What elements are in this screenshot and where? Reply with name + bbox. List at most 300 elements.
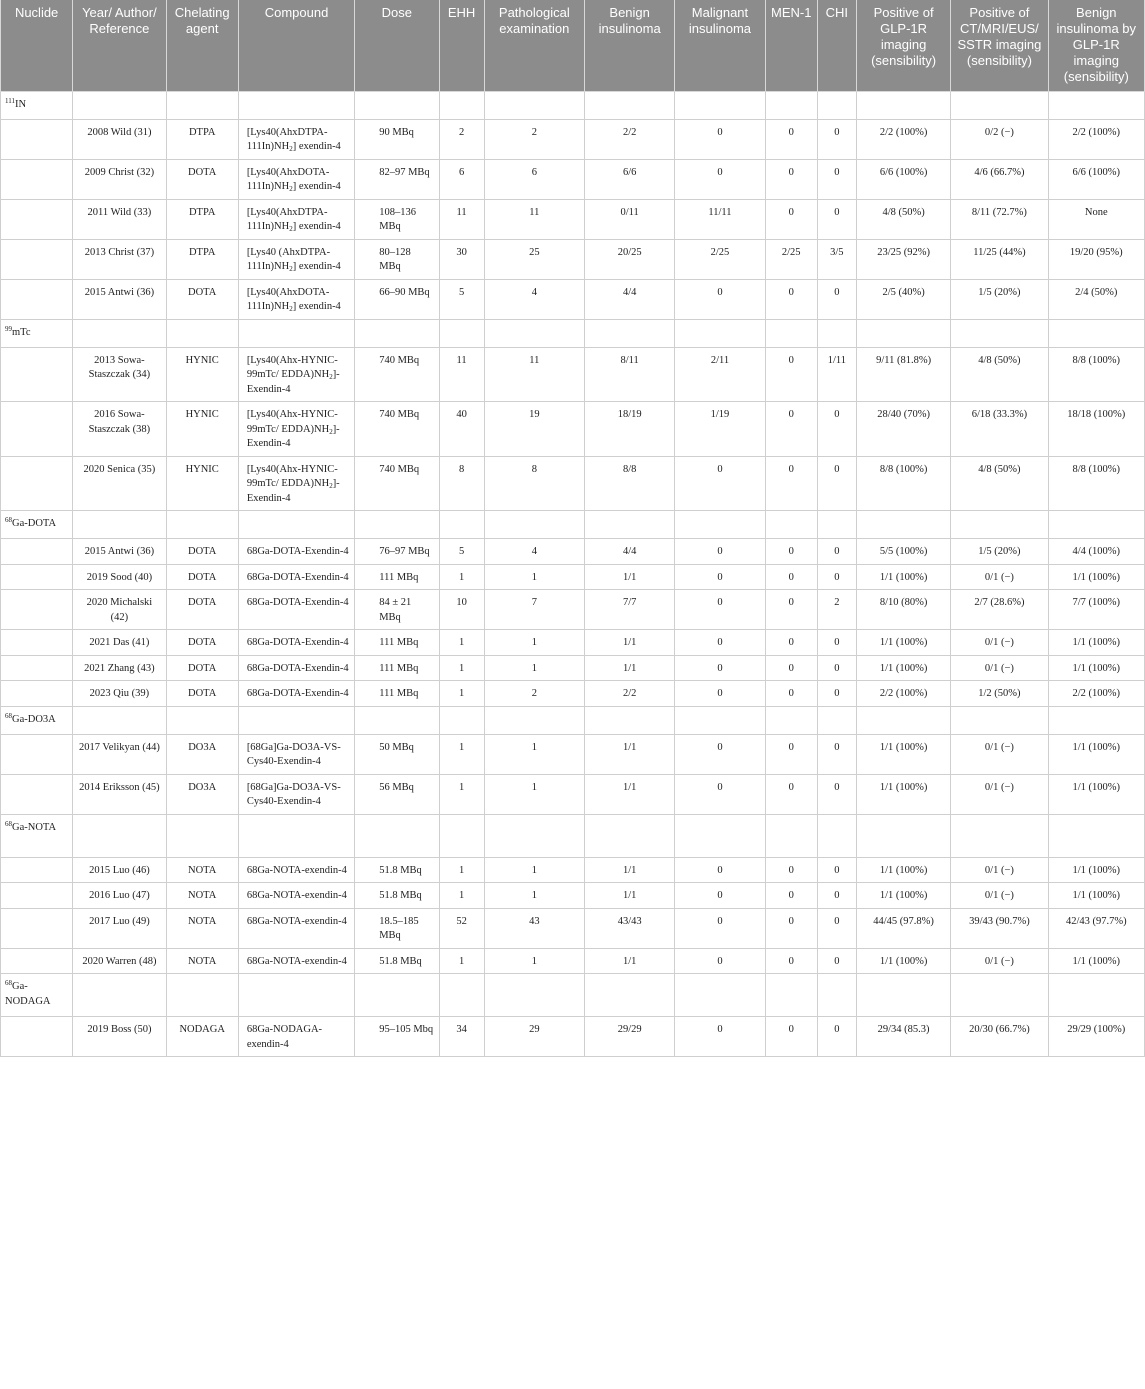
glp1r-positive-cell: 28/40 (70%) xyxy=(856,402,950,457)
nuclide-name: Ga-NOTA xyxy=(12,821,57,833)
compound-cell xyxy=(238,857,354,883)
pathological-cell: 4 xyxy=(484,539,584,565)
ct-positive-cell: 1/2 (50%) xyxy=(951,681,1048,707)
pathological-cell: 2 xyxy=(484,681,584,707)
ehh-cell: 34 xyxy=(439,1017,484,1057)
table-row xyxy=(1,883,1145,909)
compound-cell xyxy=(238,630,354,656)
ct-positive-cell: 0/1 (−) xyxy=(951,630,1048,656)
reference-cell: 2017 Luo (49) xyxy=(73,908,166,948)
empty-cell xyxy=(1,1017,73,1057)
benign-cell: 2/2 xyxy=(585,681,675,707)
empty-cell xyxy=(439,974,484,1017)
compound-cell xyxy=(238,279,354,319)
dose-cell: 51.8 MBq xyxy=(355,883,439,909)
empty-cell xyxy=(1048,974,1144,1017)
reference-cell: 2015 Antwi (36) xyxy=(73,279,166,319)
reference-cell: 2019 Boss (50) xyxy=(73,1017,166,1057)
compound-text: 68Ga-DOTA-Exendin-4 xyxy=(246,546,349,557)
compound-text: [68Ga]Ga-DO3A-VS-Cys40-Exendin-4 xyxy=(246,781,341,807)
empty-cell xyxy=(238,706,354,734)
ct-positive-cell: 0/1 (−) xyxy=(951,948,1048,974)
reference-cell: 2009 Christ (32) xyxy=(73,159,166,199)
malignant-cell: 0 xyxy=(675,119,765,159)
compound-text-suffix: ]-Exendin-4 xyxy=(246,478,340,504)
nuclide-mass-number: 68 xyxy=(5,516,12,524)
nuclide-name: Ga-DOTA xyxy=(12,518,57,529)
malignant-cell: 0 xyxy=(675,681,765,707)
glp1r-positive-cell: 1/1 (100%) xyxy=(856,857,950,883)
empty-cell xyxy=(484,319,584,347)
nuclide-mass-number: 68 xyxy=(5,819,12,828)
chi-cell: 0 xyxy=(817,279,856,319)
benign-glp1r-cell: 8/8 (100%) xyxy=(1048,456,1144,511)
men1-cell: 0 xyxy=(765,159,817,199)
chelator-cell: HYNIC xyxy=(166,402,238,457)
pathological-cell: 6 xyxy=(484,159,584,199)
malignant-cell: 0 xyxy=(675,948,765,974)
reference-cell: 2023 Qiu (39) xyxy=(73,681,166,707)
empty-cell xyxy=(856,814,950,857)
compound-text: 68Ga-DOTA-Exendin-4 xyxy=(246,597,349,608)
table-body xyxy=(1,91,1145,1057)
benign-cell: 29/29 xyxy=(585,1017,675,1057)
nuclide-group-row xyxy=(1,974,1145,1017)
compound-cell xyxy=(238,681,354,707)
empty-cell xyxy=(1,948,73,974)
chelator-cell: DOTA xyxy=(166,681,238,707)
men1-cell: 0 xyxy=(765,734,817,774)
men1-cell: 0 xyxy=(765,655,817,681)
ehh-cell: 40 xyxy=(439,402,484,457)
chi-cell: 0 xyxy=(817,734,856,774)
chelator-cell: DOTA xyxy=(166,279,238,319)
compound-text-suffix: ]-Exendin-4 xyxy=(246,369,340,395)
chelator-cell: HYNIC xyxy=(166,347,238,402)
header-glp1r-positive: Positive of GLP-1R imaging (sensibility) xyxy=(856,0,950,91)
empty-cell xyxy=(238,91,354,119)
empty-cell xyxy=(484,974,584,1017)
pathological-cell: 1 xyxy=(484,734,584,774)
dose-cell: 740 MBq xyxy=(355,402,439,457)
compound-cell xyxy=(238,159,354,199)
compound-text: [Lys40(Ahx-HYNIC-99mTc/ EDDA)NH xyxy=(246,463,338,489)
malignant-cell: 0 xyxy=(675,1017,765,1057)
empty-cell xyxy=(1,734,73,774)
empty-cell xyxy=(1,119,73,159)
empty-cell xyxy=(1048,319,1144,347)
table-row xyxy=(1,734,1145,774)
compound-cell xyxy=(238,539,354,565)
benign-glp1r-cell: 1/1 (100%) xyxy=(1048,948,1144,974)
men1-cell: 0 xyxy=(765,681,817,707)
ehh-cell: 5 xyxy=(439,539,484,565)
nuclide-label xyxy=(1,319,73,347)
compound-subscript: 2 xyxy=(289,145,293,153)
empty-cell xyxy=(951,706,1048,734)
table-row xyxy=(1,159,1145,199)
ehh-cell: 10 xyxy=(439,590,484,630)
nuclide-mass-number: 99 xyxy=(5,324,12,333)
malignant-cell: 0 xyxy=(675,908,765,948)
compound-subscript: 2 xyxy=(329,373,333,381)
compound-text-suffix: ] exendin-4 xyxy=(292,301,341,312)
benign-glp1r-cell: 2/4 (50%) xyxy=(1048,279,1144,319)
table-row xyxy=(1,239,1145,279)
empty-cell xyxy=(856,706,950,734)
compound-text: [Lys40 (AhxDTPA-111In)NH xyxy=(246,246,331,272)
malignant-cell: 1/19 xyxy=(675,402,765,457)
dose-cell: 90 MBq xyxy=(355,119,439,159)
glp1r-positive-cell: 4/8 (50%) xyxy=(856,199,950,239)
chi-cell: 0 xyxy=(817,159,856,199)
ehh-cell: 11 xyxy=(439,347,484,402)
reference-cell: 2014 Eriksson (45) xyxy=(73,774,166,814)
empty-cell xyxy=(675,814,765,857)
empty-cell xyxy=(439,319,484,347)
glp1r-positive-cell: 2/2 (100%) xyxy=(856,681,950,707)
empty-cell xyxy=(238,319,354,347)
chi-cell: 0 xyxy=(817,630,856,656)
ct-positive-cell: 11/25 (44%) xyxy=(951,239,1048,279)
nuclide-group-row xyxy=(1,91,1145,119)
header-benign-insulinoma: Benign insulinoma xyxy=(585,0,675,91)
reference-cell: 2019 Sood (40) xyxy=(73,564,166,590)
compound-text: 68Ga-DOTA-Exendin-4 xyxy=(246,662,349,674)
ehh-cell: 1 xyxy=(439,630,484,656)
men1-cell: 0 xyxy=(765,630,817,656)
benign-glp1r-cell: 42/43 (97.7%) xyxy=(1048,908,1144,948)
ehh-cell: 1 xyxy=(439,681,484,707)
chelator-cell: DOTA xyxy=(166,159,238,199)
benign-cell: 1/1 xyxy=(585,883,675,909)
table-row xyxy=(1,948,1145,974)
malignant-cell: 2/25 xyxy=(675,239,765,279)
glp1r-positive-cell: 1/1 (100%) xyxy=(856,774,950,814)
empty-cell xyxy=(1,655,73,681)
compound-cell xyxy=(238,199,354,239)
empty-cell xyxy=(1,681,73,707)
empty-cell xyxy=(439,706,484,734)
empty-cell xyxy=(166,814,238,857)
ct-positive-cell: 6/18 (33.3%) xyxy=(951,402,1048,457)
dose-cell: 95–105 Mbq xyxy=(355,1017,439,1057)
nuclide-label xyxy=(1,91,73,119)
ct-positive-cell: 20/30 (66.7%) xyxy=(951,1017,1048,1057)
compound-text-suffix: ] exendin-4 xyxy=(292,221,341,232)
chelator-cell: NOTA xyxy=(166,948,238,974)
chi-cell: 0 xyxy=(817,908,856,948)
benign-glp1r-cell: None xyxy=(1048,199,1144,239)
benign-glp1r-cell: 1/1 (100%) xyxy=(1048,734,1144,774)
benign-cell: 1/1 xyxy=(585,564,675,590)
empty-cell xyxy=(1,883,73,909)
table-row xyxy=(1,119,1145,159)
header-ct-mri-positive: Positive of CT/MRI/EUS/ SSTR imaging (sensibility) xyxy=(951,0,1048,91)
compound-text-suffix: ] exendin-4 xyxy=(292,261,341,272)
empty-cell xyxy=(1048,706,1144,734)
glp1r-positive-cell: 9/11 (81.8%) xyxy=(856,347,950,402)
benign-cell: 8/11 xyxy=(585,347,675,402)
header-chelating-agent: Chelating agent xyxy=(166,0,238,91)
benign-cell: 0/11 xyxy=(585,199,675,239)
compound-text-suffix: ] exendin-4 xyxy=(292,141,341,152)
pathological-cell: 25 xyxy=(484,239,584,279)
dose-cell: 56 MBq xyxy=(355,774,439,814)
ehh-cell: 1 xyxy=(439,857,484,883)
reference-cell: 2013 Sowa-Staszczak (34) xyxy=(73,347,166,402)
benign-glp1r-cell: 19/20 (95%) xyxy=(1048,239,1144,279)
reference-cell: 2017 Velikyan (44) xyxy=(73,734,166,774)
men1-cell: 0 xyxy=(765,119,817,159)
glp1r-positive-cell: 1/1 (100%) xyxy=(856,564,950,590)
benign-cell: 1/1 xyxy=(585,774,675,814)
compound-cell xyxy=(238,908,354,948)
ehh-cell: 5 xyxy=(439,279,484,319)
men1-cell: 0 xyxy=(765,564,817,590)
ehh-cell: 6 xyxy=(439,159,484,199)
empty-cell xyxy=(166,511,238,539)
men1-cell: 0 xyxy=(765,347,817,402)
chelator-cell: NOTA xyxy=(166,883,238,909)
ct-positive-cell: 0/1 (−) xyxy=(951,734,1048,774)
chelator-cell: DTPA xyxy=(166,239,238,279)
empty-cell xyxy=(166,974,238,1017)
benign-cell: 1/1 xyxy=(585,857,675,883)
empty-cell xyxy=(73,974,166,1017)
pathological-cell: 1 xyxy=(484,948,584,974)
compound-text: 68Ga-NODAGA-exendin-4 xyxy=(246,1024,323,1050)
empty-cell xyxy=(355,814,439,857)
table-row xyxy=(1,590,1145,630)
reference-cell: 2011 Wild (33) xyxy=(73,199,166,239)
empty-cell xyxy=(856,511,950,539)
compound-text: 68Ga-NOTA-exendin-4 xyxy=(246,955,347,967)
men1-cell: 0 xyxy=(765,908,817,948)
dose-cell: 80–128 MBq xyxy=(355,239,439,279)
chelator-cell: HYNIC xyxy=(166,456,238,511)
empty-cell xyxy=(817,511,856,539)
benign-cell: 4/4 xyxy=(585,539,675,565)
pathological-cell: 11 xyxy=(484,199,584,239)
reference-cell: 2016 Sowa-Staszczak (38) xyxy=(73,402,166,457)
pathological-cell: 1 xyxy=(484,655,584,681)
empty-cell xyxy=(675,319,765,347)
pathological-cell: 11 xyxy=(484,347,584,402)
ct-positive-cell: 0/1 (−) xyxy=(951,774,1048,814)
header-reference: Year/ Author/ Reference xyxy=(73,0,166,91)
malignant-cell: 0 xyxy=(675,159,765,199)
empty-cell xyxy=(585,91,675,119)
empty-cell xyxy=(1,279,73,319)
empty-cell xyxy=(585,511,675,539)
empty-cell xyxy=(166,91,238,119)
compound-cell xyxy=(238,948,354,974)
chi-cell: 0 xyxy=(817,774,856,814)
nuclide-name: mTc xyxy=(12,326,31,338)
chelator-cell: NOTA xyxy=(166,908,238,948)
empty-cell xyxy=(166,706,238,734)
compound-text: 68Ga-DOTA-Exendin-4 xyxy=(246,637,349,648)
header-dose: Dose xyxy=(355,0,439,91)
men1-cell: 0 xyxy=(765,590,817,630)
malignant-cell: 0 xyxy=(675,857,765,883)
table-row xyxy=(1,681,1145,707)
dose-cell: 740 MBq xyxy=(355,456,439,511)
chelator-cell: DOTA xyxy=(166,630,238,656)
benign-glp1r-cell: 4/4 (100%) xyxy=(1048,539,1144,565)
chi-cell: 0 xyxy=(817,948,856,974)
chelator-cell: DTPA xyxy=(166,199,238,239)
chi-cell: 3/5 xyxy=(817,239,856,279)
empty-cell xyxy=(439,814,484,857)
men1-cell: 0 xyxy=(765,948,817,974)
reference-cell: 2016 Luo (47) xyxy=(73,883,166,909)
men1-cell: 2/25 xyxy=(765,239,817,279)
chi-cell: 0 xyxy=(817,564,856,590)
empty-cell xyxy=(856,91,950,119)
empty-cell xyxy=(675,706,765,734)
empty-cell xyxy=(166,319,238,347)
ehh-cell: 1 xyxy=(439,774,484,814)
compound-cell xyxy=(238,239,354,279)
compound-text: 68Ga-DOTA-Exendin-4 xyxy=(246,688,349,699)
empty-cell xyxy=(585,319,675,347)
empty-cell xyxy=(1,539,73,565)
empty-cell xyxy=(765,814,817,857)
nuclide-name: Ga-DO3A xyxy=(12,713,56,725)
nuclide-label xyxy=(1,706,73,734)
benign-cell: 43/43 xyxy=(585,908,675,948)
compound-text: 68Ga-NOTA-exendin-4 xyxy=(246,890,347,901)
empty-cell xyxy=(951,511,1048,539)
malignant-cell: 0 xyxy=(675,590,765,630)
dose-cell: 51.8 MBq xyxy=(355,857,439,883)
dose-cell: 50 MBq xyxy=(355,734,439,774)
ehh-cell: 1 xyxy=(439,734,484,774)
empty-cell xyxy=(73,319,166,347)
nuclide-group-row xyxy=(1,706,1145,734)
men1-cell: 0 xyxy=(765,1017,817,1057)
nuclide-mass-number: 68 xyxy=(5,711,12,720)
benign-glp1r-cell: 1/1 (100%) xyxy=(1048,857,1144,883)
header-row xyxy=(1,0,1145,91)
pathological-cell: 2 xyxy=(484,119,584,159)
empty-cell xyxy=(1,347,73,402)
empty-cell xyxy=(856,319,950,347)
dose-cell: 51.8 MBq xyxy=(355,948,439,974)
compound-text: [Lys40(Ahx-HYNIC-99mTc/ EDDA)NH xyxy=(246,409,338,435)
compound-text: [68Ga]Ga-DO3A-VS-Cys40-Exendin-4 xyxy=(246,741,341,767)
benign-cell: 1/1 xyxy=(585,655,675,681)
empty-cell xyxy=(951,91,1048,119)
empty-cell xyxy=(73,91,166,119)
ehh-cell: 8 xyxy=(439,456,484,511)
men1-cell: 0 xyxy=(765,199,817,239)
empty-cell xyxy=(585,814,675,857)
empty-cell xyxy=(817,706,856,734)
reference-cell: 2021 Zhang (43) xyxy=(73,655,166,681)
chelator-cell: DTPA xyxy=(166,119,238,159)
benign-glp1r-cell: 8/8 (100%) xyxy=(1048,347,1144,402)
pathological-cell: 19 xyxy=(484,402,584,457)
benign-cell: 1/1 xyxy=(585,948,675,974)
empty-cell xyxy=(1,239,73,279)
header-benign-by-glp1r: Benign insulinoma by GLP-1R imaging (sensibility) xyxy=(1048,0,1144,91)
chi-cell: 0 xyxy=(817,655,856,681)
glp1r-positive-cell: 8/8 (100%) xyxy=(856,456,950,511)
empty-cell xyxy=(1,199,73,239)
benign-cell: 18/19 xyxy=(585,402,675,457)
nuclide-mass-number: 68 xyxy=(5,979,12,987)
glp1r-positive-cell: 1/1 (100%) xyxy=(856,630,950,656)
ct-positive-cell: 0/1 (−) xyxy=(951,564,1048,590)
empty-cell xyxy=(238,511,354,539)
header-chi: CHI xyxy=(817,0,856,91)
dose-cell: 111 MBq xyxy=(355,564,439,590)
compound-text: [Lys40(AhxDOTA-111In)NH xyxy=(246,286,330,312)
compound-cell xyxy=(238,590,354,630)
chi-cell: 0 xyxy=(817,539,856,565)
chelator-cell: DOTA xyxy=(166,539,238,565)
ct-positive-cell: 4/8 (50%) xyxy=(951,456,1048,511)
compound-text: [Lys40(AhxDTPA-111In)NH xyxy=(246,126,328,152)
ct-positive-cell: 0/1 (−) xyxy=(951,883,1048,909)
compound-cell xyxy=(238,456,354,511)
benign-glp1r-cell: 1/1 (100%) xyxy=(1048,564,1144,590)
empty-cell xyxy=(817,319,856,347)
empty-cell xyxy=(675,511,765,539)
table-row xyxy=(1,774,1145,814)
chi-cell: 0 xyxy=(817,1017,856,1057)
nuclide-name: IN xyxy=(14,98,27,110)
dose-cell: 740 MBq xyxy=(355,347,439,402)
header-pathological-examination: Pathological examination xyxy=(484,0,584,91)
pathological-cell: 29 xyxy=(484,1017,584,1057)
malignant-cell: 0 xyxy=(675,734,765,774)
compound-text: 68Ga-NOTA-exendin-4 xyxy=(246,915,347,927)
compound-subscript: 2 xyxy=(289,185,293,193)
empty-cell xyxy=(765,706,817,734)
empty-cell xyxy=(439,91,484,119)
empty-cell xyxy=(355,319,439,347)
ehh-cell: 1 xyxy=(439,883,484,909)
header-men1: MEN-1 xyxy=(765,0,817,91)
compound-subscript: 2 xyxy=(289,265,293,273)
empty-cell xyxy=(355,511,439,539)
compound-text-suffix: ]-Exendin-4 xyxy=(246,423,340,449)
empty-cell xyxy=(1,630,73,656)
empty-cell xyxy=(1,456,73,511)
empty-cell xyxy=(1,908,73,948)
empty-cell xyxy=(951,974,1048,1017)
malignant-cell: 0 xyxy=(675,564,765,590)
reference-cell: 2021 Das (41) xyxy=(73,630,166,656)
empty-cell xyxy=(355,974,439,1017)
nuclide-mass-number: 111 xyxy=(5,96,15,105)
malignant-cell: 0 xyxy=(675,883,765,909)
dose-cell: 111 MBq xyxy=(355,681,439,707)
ehh-cell: 11 xyxy=(439,199,484,239)
pathological-cell: 8 xyxy=(484,456,584,511)
glp1r-positive-cell: 29/34 (85.3) xyxy=(856,1017,950,1057)
header-malignant-insulinoma: Malignant insulinoma xyxy=(675,0,765,91)
glp1r-positive-cell: 6/6 (100%) xyxy=(856,159,950,199)
empty-cell xyxy=(73,706,166,734)
empty-cell xyxy=(675,974,765,1017)
dose-cell: 111 MBq xyxy=(355,655,439,681)
empty-cell xyxy=(765,974,817,1017)
